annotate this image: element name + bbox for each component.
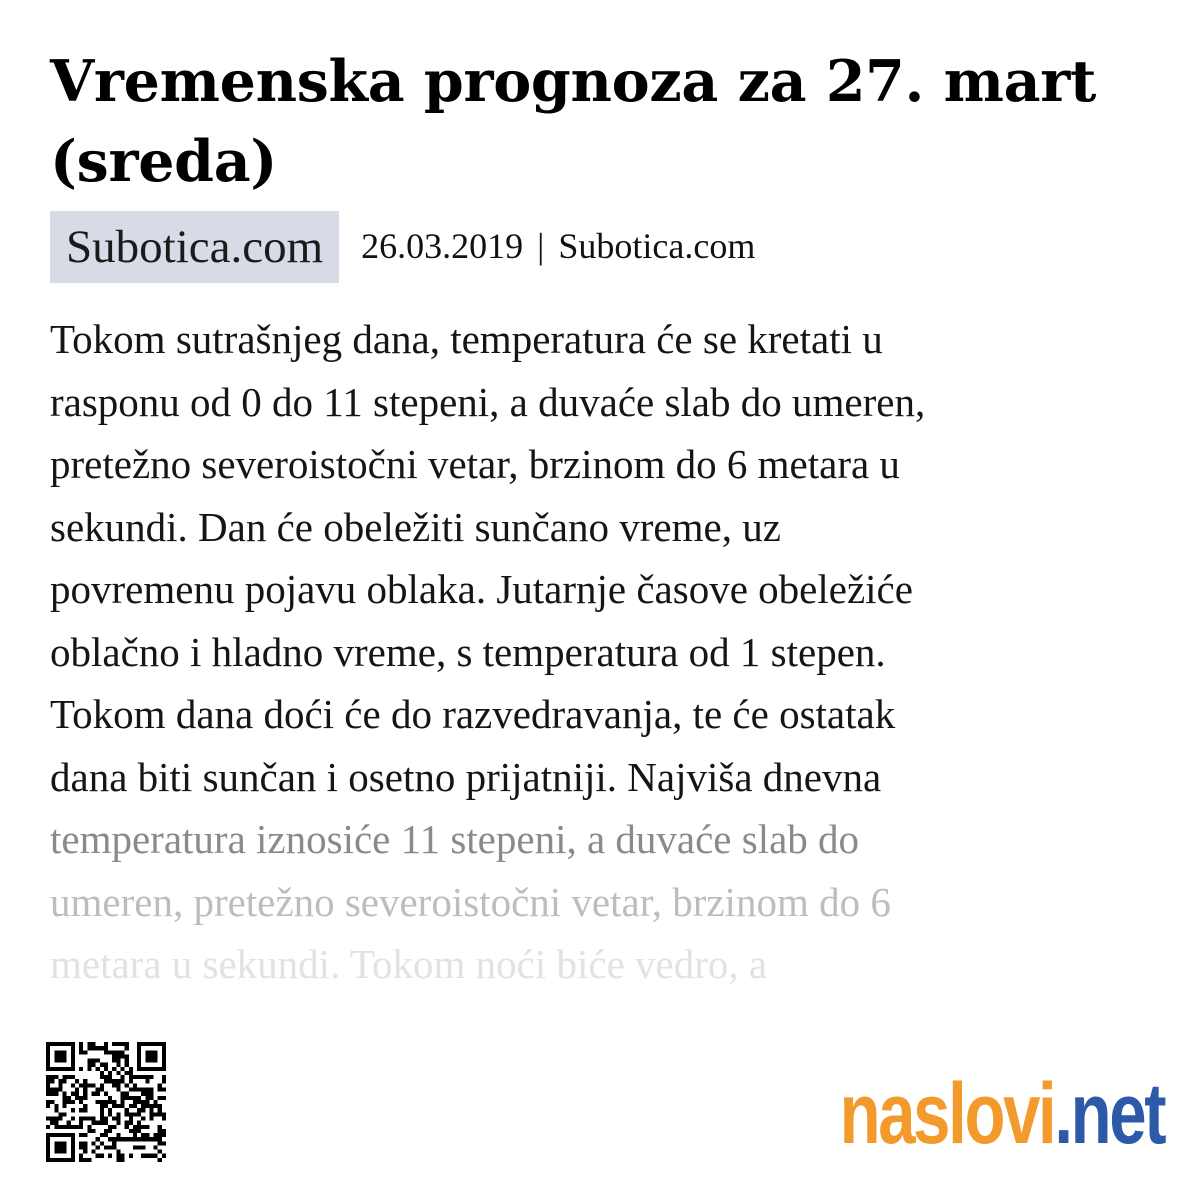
body-line: Tokom sutrašnjeg dana, temperatura će se kretati u <box>50 316 883 362</box>
body-line: sekundi. Dan će obeležiti sunčano vreme, uz <box>50 503 781 550</box>
body-line: dana biti sunčan i osetno prijatniji. Najviša dnevna <box>50 753 882 800</box>
body-line: Tokom dana doći će do razvedravanja, te će ostatak <box>50 691 896 737</box>
body-line: rasponu od 0 do 11 stepeni, a duvaće slab do umeren, <box>50 378 926 425</box>
naslovi-net-logo[interactable] <box>839 1064 1164 1164</box>
body-line: povremenu pojavu oblaka. Jutarnje časove obeležiće <box>50 566 913 612</box>
logo-part-net: .net <box>1054 1066 1164 1162</box>
article-body <box>50 308 1160 996</box>
body-line: oblačno i hladno vreme, s temperatura od 1 stepen. <box>50 628 886 675</box>
article-meta <box>50 211 755 283</box>
publish-date: 26.03.2019 <box>361 226 524 266</box>
meta-info <box>361 225 755 267</box>
body-line: pretežno severoistočni vetar, brzinom do 6 metara u <box>50 441 900 487</box>
meta-separator: | <box>537 226 545 266</box>
source-badge[interactable]: Subotica.com <box>50 211 339 283</box>
source-name: Subotica.com <box>558 226 756 266</box>
body-line-faded: temperatura iznosiće 11 stepeni, a duvaće slab do <box>50 816 860 862</box>
body-line-faded: metara u sekundi. Tokom noći biće vedro, a <box>50 941 768 987</box>
logo-part-naslovi: naslovi <box>839 1066 1055 1162</box>
body-line-faded: umeren, pretežno severoistočni vetar, brzinom do 6 <box>50 878 891 925</box>
article-title: Vremenska prognoza za 27. mart (sreda) <box>50 48 1097 195</box>
qr-code-icon[interactable] <box>46 1038 166 1166</box>
